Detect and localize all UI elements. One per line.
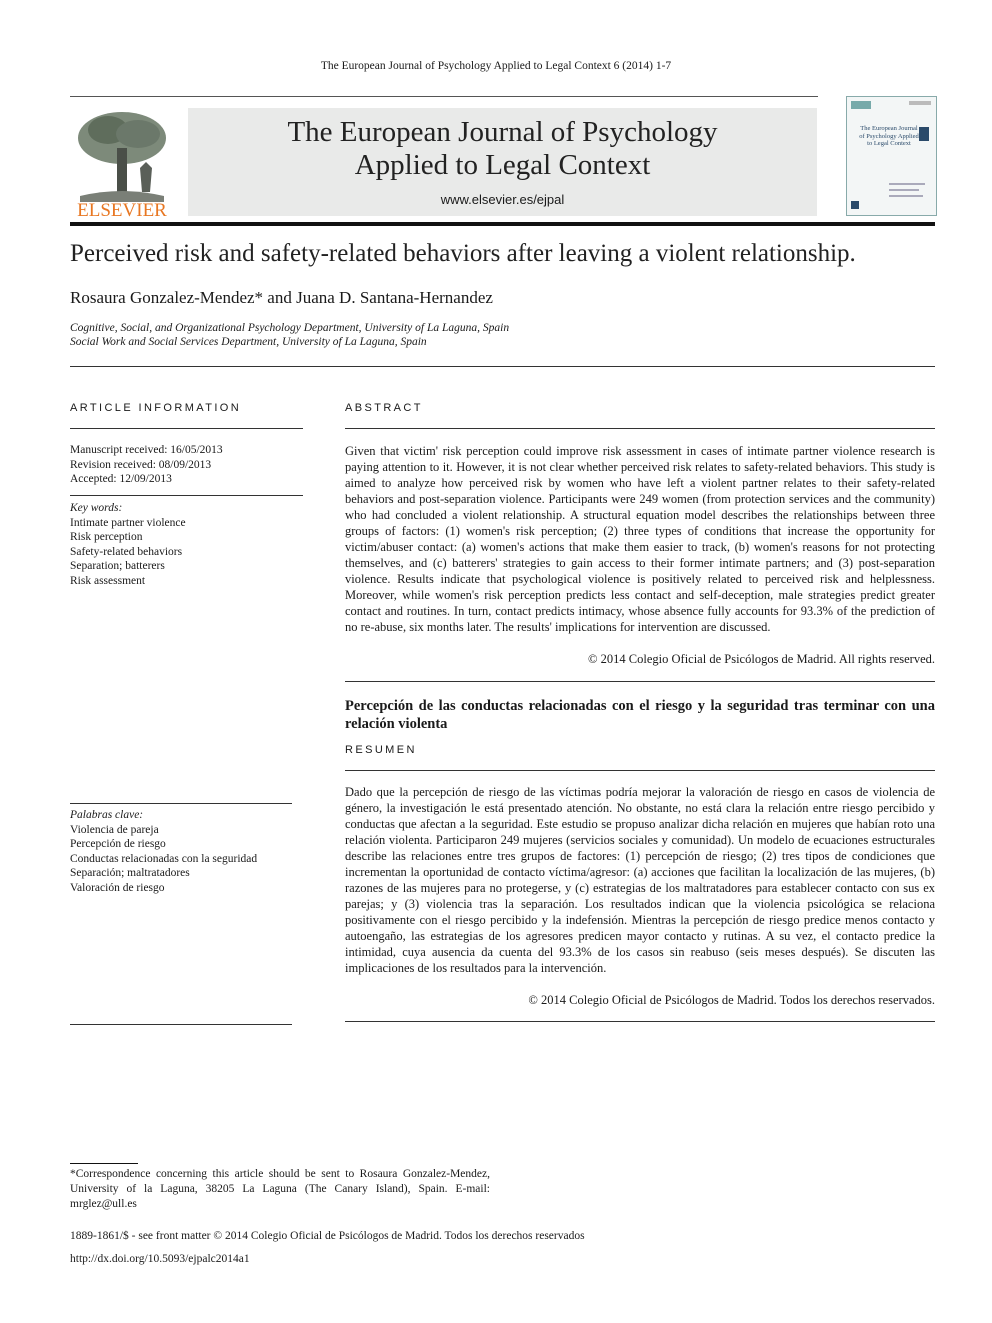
journal-title-line1: The European Journal of Psychology: [287, 116, 718, 148]
keyword-item: Safety-related behaviors: [70, 545, 183, 558]
journal-url[interactable]: www.elsevier.es/ejpal: [440, 192, 565, 207]
abstract-rule: [345, 428, 935, 429]
resumen-rule: [345, 770, 935, 771]
article-title: Perceived risk and safety-related behaviors after leaving a violent relationship.: [70, 240, 856, 267]
journal-title-line2: Applied to Legal Context: [354, 149, 651, 181]
article-authors: Rosaura Gonzalez-Mendez* and Juana D. Santana-Hernandez: [70, 288, 493, 307]
palabra-item: Percepción de riesgo: [70, 838, 166, 850]
issn-line: 1889-1861/$ - see front matter © 2014 Colegio Oficial de Psicólogos de Madrid. Todos los derechos reservados: [70, 1230, 585, 1242]
affiliation-1: Cognitive, Social, and Organizational Psychology Department, University of La Laguna, Spain: [70, 322, 510, 334]
cover-text-line-icon: [889, 183, 925, 185]
resumen-text: Dado que la percepción de riesgo de las víctimas podría mejorar la valoración de riesgo en casos de violencia de género, la investigación le está presentado atención. No obstante, no está clara la relación entre riesgo percibido y conductas que afectan a la seguridad. Este estudio se propuso analizar dicha relación en mujeres que habían roto una relación violenta. Participaron 249 mujeres (servicios sociales y comunidad). Un modelo de ecuaciones estructurales describe las relaciones entre tres grupos de factores: (1) percepción de riesgo; (2) tres tipos de condiciones que incrementan la oportunidad de contacto víctima/agresor: (a) acciones que facilitan la localización de las mujeres, (b) razones de las mujeres para no protegerse, y (c) estrategias de los maltratadores para establecer contacto con sus ex parejas; y (3) violencia tras la separación. Los resultados indican que la violencia psicológica se relaciona positivamente con el riesgo percibido y la indefensión. Mientras la percepción de riesgo predice menos contacto y autoengaño, las estrategias de los agresores predicen mayor contacto y rutinas. A su vez, el contacto predice la intimidad, cuya ausencia da cuenta del 93.3% de los casos sin reabuso (seis meses después). Se discuten las implicaciones de los resultados para la intervención.: [345, 785, 935, 975]
keyword-item: Risk perception: [70, 531, 143, 543]
abstract-copyright: © 2014 Colegio Oficial de Psicólogos de Madrid. All rights reserved.: [588, 652, 935, 666]
correspondence-footnote: *Correspondence concerning this article should be sent to Rosaura Gonzalez-Mendez, University of la Laguna, 38205 La Laguna (The Canary Island), Spain. E-mail: mrglez@ull.es: [70, 1168, 490, 1210]
accepted-date: Accepted: 12/09/2013: [70, 473, 172, 485]
resumen-heading: RESUMEN: [345, 744, 417, 756]
keyword-item: Separation; batterers: [70, 560, 165, 572]
article-info-rule: [70, 428, 303, 429]
revision-received: Revision received: 08/09/2013: [70, 458, 212, 471]
palabra-item: Separación; maltratadores: [70, 867, 190, 879]
doi-link[interactable]: http://dx.doi.org/10.5093/ejpalc2014a1: [70, 1253, 250, 1265]
abstract-heading: ABSTRACT: [345, 402, 423, 414]
affiliation-2: Social Work and Social Services Department, University of La Laguna, Spain: [70, 336, 427, 348]
cover-badge-icon: [909, 101, 931, 105]
journal-cover: [846, 96, 937, 216]
masthead-rule: [70, 222, 935, 226]
abstract-end-rule: [345, 681, 935, 682]
keyword-item: Risk assessment: [70, 574, 146, 587]
keywords-label: Key words:: [70, 502, 123, 514]
affiliation-rule: [70, 366, 935, 367]
manuscript-received: Manuscript received: 16/05/2013: [70, 444, 223, 456]
cover-text-line-icon: [889, 189, 919, 191]
elsevier-tree-icon: [70, 108, 174, 220]
keyword-item: Intimate partner violence: [70, 516, 186, 529]
palabras-rule: [70, 803, 292, 804]
footnote-rule: [70, 1163, 138, 1164]
spanish-title: Percepción de las conductas relacionadas con el riesgo y la seguridad tras terminar con una relación violenta: [345, 698, 935, 732]
cover-title-line3: to Legal Context: [867, 140, 911, 147]
journal-title: [188, 116, 817, 182]
palabras-label: Palabras clave:: [70, 809, 144, 821]
running-header: The European Journal of Psychology Applied to Legal Context 6 (2014) 1-7: [320, 60, 672, 72]
cover-title: [851, 125, 927, 148]
elsevier-logo: [70, 108, 174, 220]
palabras-block: [70, 808, 292, 895]
article-info-heading: ARTICLE INFORMATION: [70, 402, 242, 414]
elsevier-wordmark: ELSEVIER: [77, 200, 167, 220]
palabra-item: Conductas relacionadas con la seguridad: [70, 852, 258, 865]
cover-title-line2: of Psychology Applied: [859, 132, 919, 140]
cover-text-line-icon: [889, 195, 923, 197]
keywords-block: [70, 501, 292, 588]
palabra-item: Violencia de pareja: [70, 823, 159, 836]
abstract-text: Given that victim' risk perception could improve risk assessment in cases of intimate partner violence research is paying attention to it. However, it is not clear whether perceived risk relates to safety-related behaviors. This study is aimed to analyze how perceived risk by women who have left a violent partner relates to their safety-related behaviors and post-separation violence. Participants were 249 women (from protection services and the community) who had concluded a violent relationship. A structural equation model describes the relationships between three groups of factors: (1) women's risk perception; (2) three types of conditions that increase the opportunity for victim/abuser contact: (a) women's actions that make them easier to track, (b) women's reasons for not protecting themselves, and (c) batterers' strategies to gain access to their former intimate partners; and (3) post-separation violence. Results indicate that psychological violence is positively related to perceived risk and helplessness. Moreover, while women's risk perception predicts less contact and self-deception, male strategies predict greater contact and routines. In turn, contact predicts intimacy, whose absence fully accounts for 93.3% of the prediction of no re-abuse, six months later. The results' implications for intervention are discussed.: [345, 444, 935, 634]
cover-emblem-icon: [919, 127, 929, 141]
cover-title-line1: The European Journal: [860, 125, 918, 132]
history-rule: [70, 495, 303, 496]
palabra-item: Valoración de riesgo: [70, 881, 165, 894]
palabras-end-rule: [70, 1024, 292, 1025]
article-history: [70, 443, 292, 487]
header-divider: [70, 96, 818, 97]
resumen-copyright: © 2014 Colegio Oficial de Psicólogos de Madrid. Todos los derechos reservados.: [528, 993, 935, 1007]
resumen-end-rule: [345, 1021, 935, 1022]
cover-publisher-icon: [851, 201, 859, 209]
cover-logo-icon: [851, 101, 871, 109]
